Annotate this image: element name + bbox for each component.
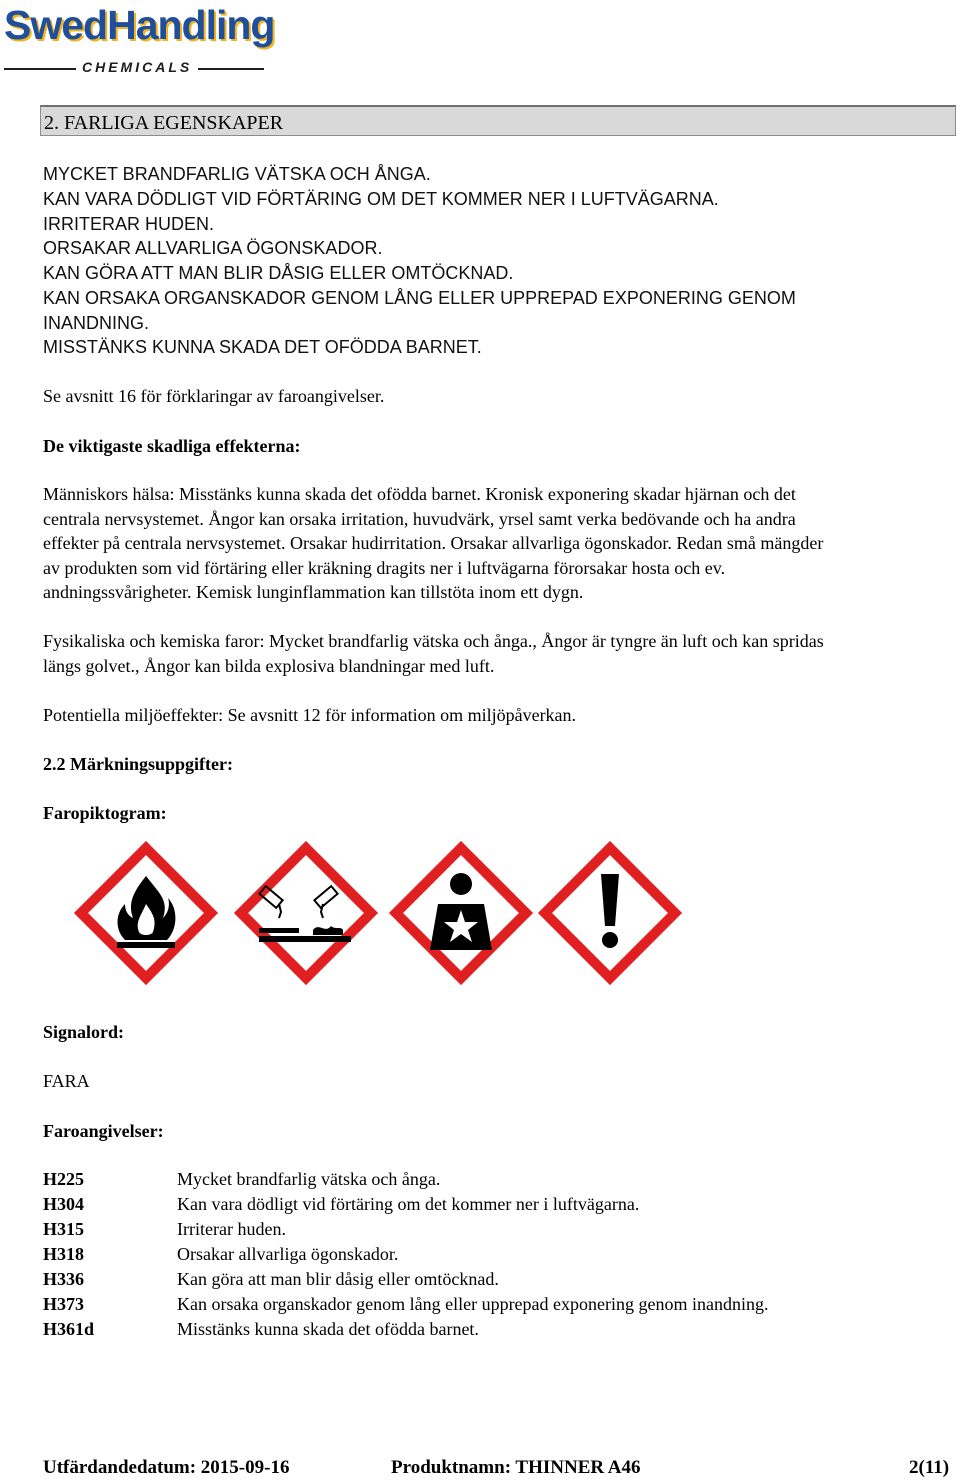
signal-heading: Signalord: — [43, 1022, 125, 1042]
statement-text: Irriterar huden. — [177, 1219, 286, 1239]
hazard-line: KAN GÖRA ATT MAN BLIR DÅSIG ELLER OMTÖCKNAD. — [43, 263, 514, 283]
hazard-line: MISSTÄNKS KUNNA SKADA DET OFÖDDA BARNET. — [43, 337, 482, 357]
footer-date — [43, 1457, 289, 1479]
hazard-line: ORSAKAR ALLVARLIGA ÖGONSKADOR. — [43, 238, 383, 258]
statement-text: Kan orsaka organskador genom lång eller upprepad exponering genom inandning. — [177, 1294, 769, 1314]
statement-code: H225 — [43, 1169, 85, 1189]
section-title: 2. FARLIGA EGENSKAPER — [44, 112, 284, 134]
signal-word: FARA — [43, 1071, 90, 1091]
health-line: Människors hälsa: Misstänks kunna skada det ofödda barnet. Kronisk exponering skadar hjärnan och det — [43, 484, 796, 504]
logo-sub-text: CHEMICALS — [76, 59, 198, 75]
footer-date-label: Utfärdandedatum — [43, 1457, 190, 1478]
physical-line: Fysikaliska och kemiska faror: Mycket brandfarlig vätska och ånga., Ångor är tyngre än luft och kan spridas — [43, 631, 824, 651]
footer-product-label: Produktnamn — [391, 1457, 505, 1478]
footer-product — [391, 1457, 641, 1479]
statement-code: H336 — [43, 1269, 85, 1289]
company-logo — [2, 2, 275, 76]
statement-code: H315 — [43, 1219, 85, 1239]
health-line: andningssvårigheter. Kemisk lunginflammation kan tillstöta inom ett dygn. — [43, 582, 584, 602]
statement-text: Kan vara dödligt vid förtäring om det kommer ner i luftvägarna. — [177, 1194, 640, 1214]
environment-line: Potentiella miljöeffekter: Se avsnitt 12 för information om miljöpåverkan. — [43, 705, 577, 725]
statement-code: H318 — [43, 1244, 85, 1264]
statement-code: H361d — [43, 1319, 95, 1339]
hazard-line: IRRITERAR HUDEN. — [43, 214, 215, 234]
hazard-line: MYCKET BRANDFARLIG VÄTSKA OCH ÅNGA. — [43, 164, 431, 184]
statement-code: H373 — [43, 1294, 85, 1314]
health-line: effekter på centrala nervsystemet. Orsakar hudirritation. Orsakar allvarliga ögonskador. Redan små mängder — [43, 533, 824, 553]
statements-heading: Faroangivelser: — [43, 1121, 164, 1141]
hazard-line: KAN VARA DÖDLIGT VID FÖRTÄRING OM DET KOMMER NER I LUFTVÄGARNA. — [43, 189, 719, 209]
footer-page-number: 2(11) — [909, 1457, 950, 1478]
statement-text: Misstänks kunna skada det ofödda barnet. — [177, 1319, 479, 1339]
pictogram-heading: Faropiktogram: — [43, 803, 167, 823]
health-hazard-icon — [386, 838, 536, 988]
statement-code: H304 — [43, 1194, 85, 1214]
physical-line: längs golvet., Ångor kan bilda explosiva blandningar med luft. — [43, 656, 495, 676]
labeling-heading: 2.2 Märkningsuppgifter: — [43, 754, 234, 774]
statement-text: Orsakar allvarliga ögonskador. — [177, 1244, 399, 1264]
corrosion-icon — [231, 838, 381, 988]
footer-date-value: : 2015-09-16 — [189, 1457, 290, 1478]
health-line: centrala nervsystemet. Ångor kan orsaka irritation, huvudvärk, yrsel samt verka bedövande och ha andra — [43, 509, 796, 529]
flame-icon — [71, 838, 221, 988]
logo-brand-text: SwedHandling — [4, 2, 275, 48]
health-line: av produkten som vid förtäring eller kräkning dragits ner i luftvägarna förorsakar hosta och ev. — [43, 558, 726, 578]
statement-text: Kan göra att man blir dåsig eller omtöcknad. — [177, 1269, 499, 1289]
exclamation-icon — [535, 838, 685, 988]
hazard-line: INANDNING. — [43, 313, 150, 333]
section-header — [40, 105, 956, 136]
statement-text: Mycket brandfarlig vätska och ånga. — [177, 1169, 441, 1189]
hazard-line: KAN ORSAKA ORGANSKADOR GENOM LÅNG ELLER UPPREPAD EXPONERING GENOM — [43, 288, 796, 308]
footer-product-value: : THINNER A46 — [504, 1457, 641, 1478]
effects-heading: De viktigaste skadliga effekterna: — [43, 436, 301, 456]
see-section-note: Se avsnitt 16 för förklaringar av faroangivelser. — [43, 386, 385, 406]
